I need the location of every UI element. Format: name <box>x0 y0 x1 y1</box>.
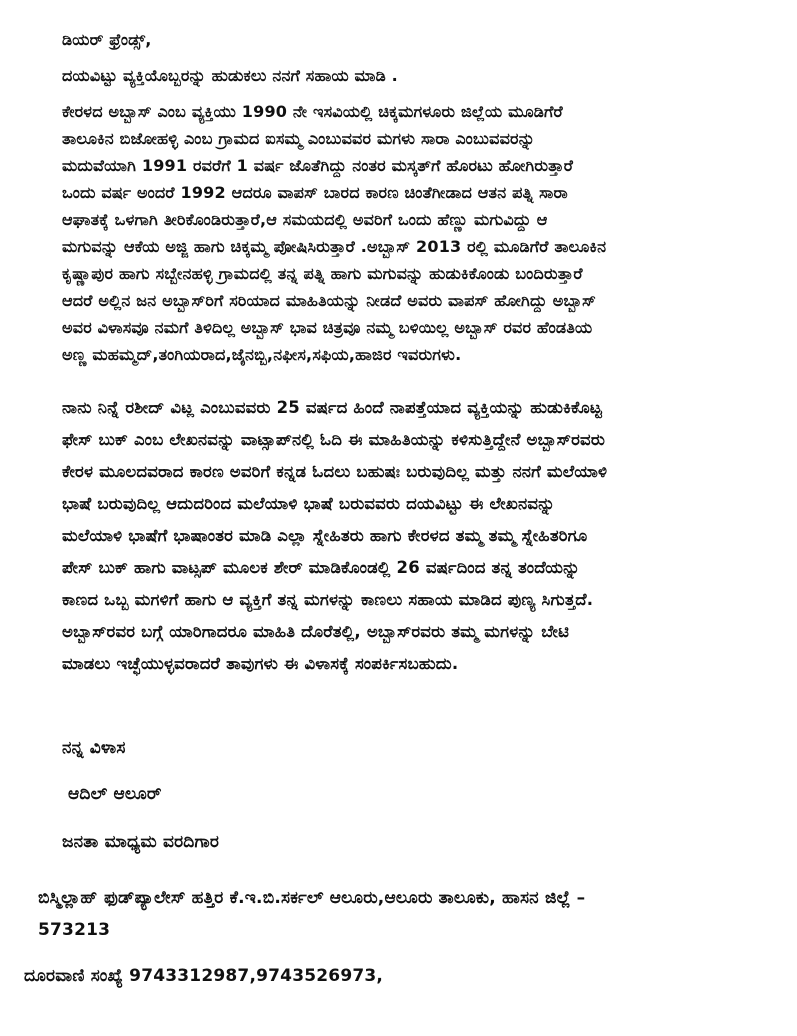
paragraph-2-line: ಕಾಣದ ಒಬ್ಬ ಮಗಳಿಗೆ ಹಾಗು ಆ ವ್ಯಕ್ತಿಗೆ ತನ್ನ ಮಗಳನ್ನು ಕಾಣಲು ಸಹಾಯ ಮಾಡಿದ ಪುಣ್ಯ ಸಿಗುತ್ತದೆ. <box>62 590 594 609</box>
address-heading: ನನ್ನ ವಿಳಾಸ <box>62 738 126 758</box>
address-phone: ದೂರವಾಣಿ ಸಂಖ್ಯೆ 9743312987,9743526973, <box>24 966 384 986</box>
paragraph-1-line: ಆದರೆ ಅಲ್ಲಿನ ಜನ ಅಬ್ಬಾಸ್‌ರಿಗೆ ಸರಿಯಾದ ಮಾಹಿತಿಯನ್ನು ನೀಡದೆ ಅವರು ವಾಪಸ್ ಹೋಗಿದ್ದು ಅಬ್ಬಾಸ್ <box>62 291 597 310</box>
paragraph-2-line: ಮಲೆಯಾಳಿ ಭಾಷೆಗೆ ಭಾಷಾಂತರ ಮಾಡಿ ಎಲ್ಲಾ ಸ್ನೇಹಿತರು ಹಾಗು ಕೇರಳದ ತಮ್ಮ ತಮ್ಮ ಸ್ನೇಹಿತರಿಗೂ <box>62 526 588 545</box>
paragraph-2-line: ಪೇಸ್ ಬುಕ್ ಹಾಗು ವಾಟ್ಸಪ್ ಮೂಲಕ ಶೇರ್ ಮಾಡಿಕೊಂಡಲ್ಲಿ 26 ವರ್ಷದಿಂದ ತನ್ನ ತಂದೆಯನ್ನು <box>62 558 581 577</box>
address-title: ಜನತಾ ಮಾಧ್ಯಮ ವರದಿಗಾರ <box>62 832 220 852</box>
paragraph-2-line: ಅಬ್ಬಾಸ್‌ರವರ ಬಗ್ಗೆ ಯಾರಿಗಾದರೂ ಮಾಹಿತಿ ದೊರೆತಲ್ಲಿ, ಅಬ್ಬಾಸ್‌ರವರು ತಮ್ಮ ಮಗಳನ್ನು ಬೇಟಿ <box>62 622 570 641</box>
paragraph-2-line: ಮಾಡಲು ಇಚ್ಛೆಯುಳ್ಳವರಾದರೆ ತಾವುಗಳು ಈ ವಿಳಾಸಕ್ಕೆ ಸಂಪರ್ಕಿಸಬಹುದು. <box>62 654 459 673</box>
paragraph-1-line: ಆಘಾತಕ್ಕೆ ಒಳಗಾಗಿ ತೀರಿಕೊಂಡಿರುತ್ತಾರೆ,ಆ ಸಮಯದಲ್ಲಿ ಅವರಿಗೆ ಒಂದು ಹೆಣ್ಣು ಮಗುವಿದ್ದು ಆ <box>62 210 548 229</box>
paragraph-1-line: ಅಣ್ಣ ಮಹಮ್ಮದ್,ತಂಗಿಯರಾದ,ಜೈನಬ್ಬಿ,ನಫೀಸ,ಸಫಿಯ,ಹಾಜಿರ ಇವರುಗಳು. <box>62 345 462 364</box>
paragraph-1-line: ಕೃಷ್ಣಾಪುರ ಹಾಗು ಸಬ್ಬೇನಹಳ್ಳಿ ಗ್ರಾಮದಲ್ಲಿ ತನ್ನ ಪತ್ನಿ ಹಾಗು ಮಗುವನ್ನು ಹುಡುಕಿಕೊಂಡು ಬಂದಿರುತ್ತಾರೆ <box>62 264 583 283</box>
paragraph-1-line: ಒಂದು ವರ್ಷ ಅಂದರೆ 1992 ಆದರೂ ವಾಪಸ್ ಬಾರದ ಕಾರಣ ಚಿಂತೆಗೀಡಾದ ಆತನ ಪತ್ನಿ ಸಾರಾ <box>62 183 568 202</box>
paragraph-1-line: ತಾಲೂಕಿನ ಬಿಜೋಹಳ್ಳಿ ಎಂಬ ಗ್ರಾಮದ ಐಸಮ್ಮ ಎಂಬುವವರ ಮಗಳು ಸಾರಾ ಎಂಬುವವರನ್ನು <box>62 129 536 148</box>
paragraph-1-line: ಅವರ ವಿಳಾಸವೂ ನಮಗೆ ತಿಳಿದಿಲ್ಲ ಅಬ್ಬಾಸ್ ಭಾವ ಚಿತ್ರವೂ ನಮ್ಮ ಬಳಿಯಿಲ್ಲ ಅಬ್ಬಾಸ್ ರವರ ಹೆಂಡತಿಯ <box>62 318 593 337</box>
paragraph-1-line: ಕೇರಳದ ಅಬ್ಬಾಸ್ ಎಂಬ ವ್ಯಕ್ತಿಯು 1990 ನೇ ಇಸವಿಯಲ್ಲಿ ಚಿಕ್ಕಮಗಳೂರು ಜಿಲ್ಲೆಯ ಮೂಡಿಗೆರೆ <box>62 102 563 121</box>
address-name: ಆದಿಲ್ ಆಲೂರ್ <box>68 784 162 804</box>
paragraph-2-line: ಫೇಸ್ ಬುಕ್ ಎಂಬ ಲೇಖನವನ್ನು ವಾಟ್ಸಾಪ್‌ನಲ್ಲಿ ಓದಿ ಈ ಮಾಹಿತಿಯನ್ನು ಕಳಿಸುತ್ತಿದ್ದೇನೆ ಅಬ್ಬಾಸ್‌ರವರು <box>62 430 606 449</box>
paragraph-2-line: ಕೇರಳ ಮೂಲದವರಾದ ಕಾರಣ ಅವರಿಗೆ ಕನ್ನಡ ಓದಲು ಬಹುಷಃ ಬರುವುದಿಲ್ಲ ಮತ್ತು ನನಗೆ ಮಲೆಯಾಳಿ <box>62 462 608 481</box>
paragraph-1-line: ಮಗುವನ್ನು ಆಕೆಯ ಅಜ್ಜಿ ಹಾಗು ಚಿಕ್ಕಮ್ಮ ಪೋಷಿಸಿರುತ್ತಾರೆ .ಅಬ್ಬಾಸ್ 2013 ರಲ್ಲಿ ಮೂಡಿಗೆರೆ ತಾಲೂಕಿನ <box>62 237 607 256</box>
paragraph-2-line: ನಾನು ನಿನ್ನೆ ರಶೀದ್ ವಿಟ್ಲ ಎಂಬುವವರು 25 ವರ್ಷದ ಹಿಂದೆ ನಾಪತ್ತೆಯಾದ ವ್ಯಕ್ತಿಯನ್ನು ಹುಡುಕಿಕೊಟ್ಟ <box>62 398 603 417</box>
paragraph-2-line: ಭಾಷೆ ಬರುವುದಿಲ್ಲ ಆದುದರಿಂದ ಮಲೆಯಾಳಿ ಭಾಷೆ ಬರುವವರು ದಯವಿಟ್ಟು ಈ ಲೇಖನವನ್ನು <box>62 494 556 513</box>
paragraph-1-line: ಮದುವೆಯಾಗಿ 1991 ರವರೆಗೆ 1 ವರ್ಷ ಜೊತೆಗಿದ್ದು ನಂತರ ಮಸ್ಕತ್‌ಗೆ ಹೊರಟು ಹೋಗಿರುತ್ತಾರೆ <box>62 156 574 175</box>
address-pincode: 573213 <box>38 920 111 940</box>
salutation: ಡಿಯರ್ ಫ್ರೆಂಡ್ಸ್, <box>62 30 152 49</box>
request-line: ದಯವಿಟ್ಟು ವ್ಯಕ್ತಿಯೊಬ್ಬರನ್ನು ಹುಡುಕಲು ನನಗೆ ಸಹಾಯ ಮಾಡಿ . <box>62 66 398 85</box>
address-street: ಬಿಸ್ಮಿಲ್ಲಾಹ್ ಫುಡ್‌ಪ್ಯಾಲೇಸ್ ಹತ್ತಿರ ಕೆ.ಇ.ಬಿ.ಸರ್ಕಲ್ ಆಲೂರು,ಆಲೂರು ತಾಲೂಕು, ಹಾಸನ ಜಿಲ್ಲೆ – <box>38 888 586 908</box>
